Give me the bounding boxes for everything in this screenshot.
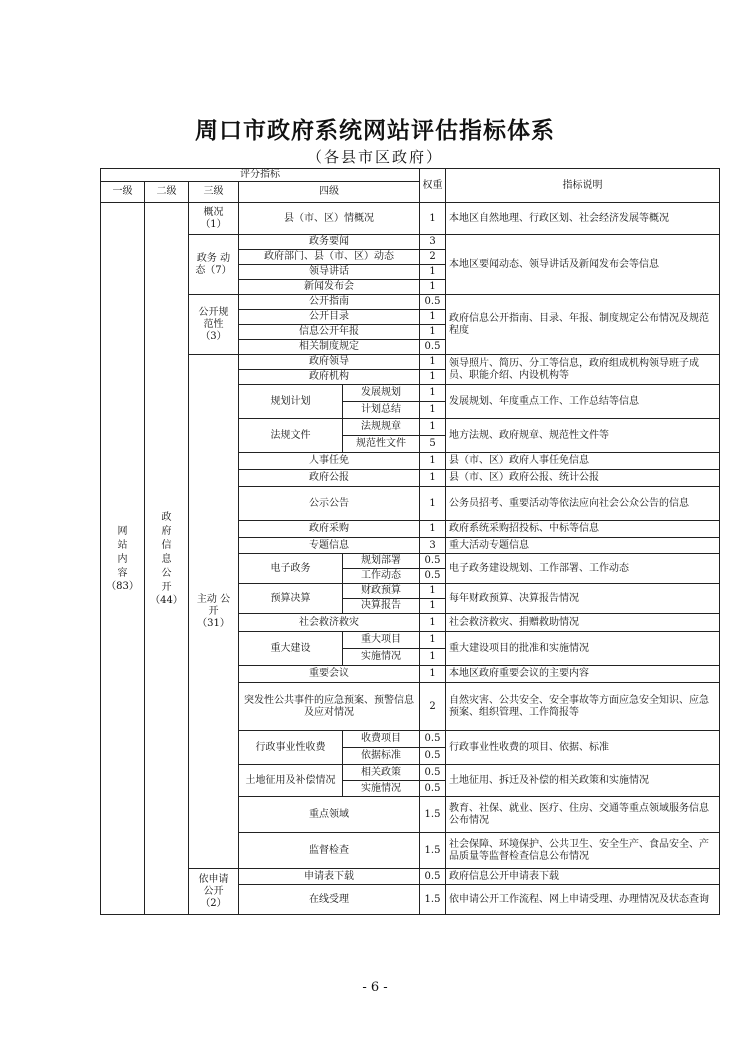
group-label-line: 依申请 <box>198 873 229 885</box>
indicator-name: 重点领域 <box>239 797 420 833</box>
group-level2-char: 府 <box>161 525 172 537</box>
indicator-description: 本地区政府重要会议的主要内容 <box>446 666 720 683</box>
group-level2-char: 息 <box>161 553 172 565</box>
indicator-name: 公开目录 <box>239 310 420 325</box>
page-number: - 6 - <box>362 980 388 995</box>
group-label-line: 主动 公 <box>196 593 231 605</box>
indicator-weight: 1 <box>420 521 446 538</box>
indicator-name: 财政预算 <box>343 584 420 599</box>
group-website-content <box>101 203 145 915</box>
indicator-name: 工作动态 <box>343 569 420 584</box>
group-proactive-disclosure <box>189 355 239 869</box>
table-row <box>101 203 720 235</box>
group-label-line: （1） <box>200 218 227 230</box>
header-row-1 <box>101 169 720 182</box>
indicator-name: 申请表下载 <box>239 869 420 885</box>
indicator-name: 相关制度规定 <box>239 340 420 355</box>
group-level2-char: 信 <box>161 539 172 551</box>
indicator-name: 人事任免 <box>239 453 420 470</box>
indicator-weight: 1 <box>420 649 446 666</box>
group-level1-char: 站 <box>117 539 128 551</box>
indicator-name: 新闻发布会 <box>239 280 420 295</box>
indicator-name: 决算报告 <box>343 599 420 614</box>
indicator-name: 公示公告 <box>239 487 420 521</box>
page-subtitle: （各县市区政府） <box>306 148 443 166</box>
group-overview <box>189 203 239 235</box>
indicator-weight: 0.5 <box>420 781 446 797</box>
indicator-description: 政府信息公开指南、目录、年报、制度规定公布情况及规范程度 <box>446 295 720 355</box>
indicator-name: 政府机构 <box>239 370 420 385</box>
indicator-description: 本地区要闻动态、领导讲话及新闻发布会等信息 <box>446 235 720 295</box>
indicator-name: 重大项目 <box>343 632 420 649</box>
indicator-weight: 1 <box>420 632 446 649</box>
indicator-category: 预算决算 <box>239 584 343 614</box>
header-level-3: 三级 <box>189 182 239 203</box>
table-row <box>101 869 720 885</box>
group-level1-char: 内 <box>117 553 128 565</box>
indicator-weight: 1 <box>420 310 446 325</box>
indicator-category: 行政事业性收费 <box>239 731 343 765</box>
indicator-description: 重大建设项目的批准和实施情况 <box>446 632 720 666</box>
header-description: 指标说明 <box>446 169 720 203</box>
indicator-description: 电子政务建设规划、工作部署、工作动态 <box>446 554 720 584</box>
indicator-description: 领导照片、简历、分工等信息，政府组成机构领导班子成员、职能介绍、内设机构等 <box>446 355 720 385</box>
indicator-name: 政府领导 <box>239 355 420 370</box>
indicator-weight: 1 <box>420 419 446 436</box>
indicator-name: 发展规划 <box>343 385 420 402</box>
indicator-weight: 1 <box>420 614 446 632</box>
indicator-description: 重大活动专题信息 <box>446 538 720 554</box>
indicator-description: 每年财政预算、决算报告情况 <box>446 584 720 614</box>
group-label-line: （31） <box>197 617 230 629</box>
indicator-description: 土地征用、拆迁及补偿的相关政策和实施情况 <box>446 765 720 797</box>
group-level1-weight: （83） <box>106 580 139 592</box>
indicator-description: 依申请公开工作流程、网上申请受理、办理情况及状态查询 <box>446 885 720 915</box>
header-weight: 权重 <box>420 169 446 203</box>
group-level2-weight: （44） <box>150 594 183 606</box>
indicator-weight: 1 <box>420 355 446 370</box>
table-row <box>101 235 720 250</box>
indicator-description: 县（市、区）政府人事任免信息 <box>446 453 720 470</box>
indicator-name: 重要会议 <box>239 666 420 683</box>
group-label-line: （2） <box>200 897 227 909</box>
group-label-line: 态（7） <box>195 264 232 276</box>
table-row <box>101 295 720 310</box>
page-title: 周口市政府系统网站评估指标体系 <box>195 118 555 144</box>
indicator-weight: 1 <box>420 666 446 683</box>
indicator-description: 政府系统采购招投标、中标等信息 <box>446 521 720 538</box>
group-level1-char: 网 <box>117 525 128 537</box>
header-level-1: 一级 <box>101 182 145 203</box>
group-level1-char: 容 <box>117 567 128 579</box>
indicator-description: 教育、社保、就业、医疗、住房、交通等重点领域服务信息公布情况 <box>446 797 720 833</box>
group-level2-char: 公 <box>161 567 172 579</box>
group-label-line: （3） <box>200 330 227 342</box>
index-table <box>100 168 720 915</box>
indicator-weight: 1.5 <box>420 833 446 869</box>
indicator-weight: 1 <box>420 487 446 521</box>
header-scoring-indicators: 评分指标 <box>101 169 420 182</box>
indicator-description: 社会保障、环境保护、公共卫生、安全生产、食品安全、产品质量等监督检查信息公布情况 <box>446 833 720 869</box>
header-level-2: 二级 <box>145 182 189 203</box>
group-disclosure-standards <box>189 295 239 355</box>
indicator-name: 规划部署 <box>343 554 420 569</box>
indicator-weight: 3 <box>420 538 446 554</box>
indicator-weight: 0.5 <box>420 748 446 765</box>
indicator-weight: 0.5 <box>420 765 446 781</box>
indicator-name: 收费项目 <box>343 731 420 748</box>
group-label-line: 公开 <box>203 885 224 897</box>
indicator-description: 自然灾害、公共安全、安全事故等方面应急安全知识、应急预案、组织管理、工作简报等 <box>446 683 720 731</box>
indicator-weight: 0.5 <box>420 340 446 355</box>
indicator-weight: 1.5 <box>420 797 446 833</box>
indicator-weight: 2 <box>420 683 446 731</box>
indicator-name: 在线受理 <box>239 885 420 915</box>
indicator-weight: 0.5 <box>420 554 446 569</box>
indicator-name: 实施情况 <box>343 649 420 666</box>
indicator-category: 土地征用及补偿情况 <box>239 765 343 797</box>
indicator-weight: 1 <box>420 280 446 295</box>
indicator-name: 政府公报 <box>239 470 420 487</box>
group-government-news <box>189 235 239 295</box>
header-level-4: 四级 <box>239 182 420 203</box>
indicator-description: 公务员招考、重要活动等依法应向社会公众公告的信息 <box>446 487 720 521</box>
indicator-weight: 2 <box>420 250 446 265</box>
indicator-name: 社会救济救灾 <box>239 614 420 632</box>
indicator-name: 政府采购 <box>239 521 420 538</box>
indicator-description: 县（市、区）政府公报、统计公报 <box>446 470 720 487</box>
indicator-name: 相关政策 <box>343 765 420 781</box>
indicator-name: 依据标准 <box>343 748 420 765</box>
indicator-weight: 1 <box>420 584 446 599</box>
group-level2-char: 开 <box>161 581 172 593</box>
indicator-name: 突发性公共事件的应急预案、预警信息及应对情况 <box>239 683 420 731</box>
group-label-line: 政务 动 <box>196 252 231 264</box>
indicator-weight: 1 <box>420 265 446 280</box>
group-government-info-disclosure <box>145 203 189 915</box>
indicator-name: 专题信息 <box>239 538 420 554</box>
indicator-description: 行政事业性收费的项目、依据、标准 <box>446 731 720 765</box>
indicator-name: 实施情况 <box>343 781 420 797</box>
indicator-category: 法规文件 <box>239 419 343 453</box>
indicator-name: 计划总结 <box>343 402 420 419</box>
indicator-weight: 1 <box>420 325 446 340</box>
indicator-weight: 1 <box>420 599 446 614</box>
indicator-weight: 1 <box>420 203 446 235</box>
indicator-weight: 1 <box>420 370 446 385</box>
indicator-weight: 1 <box>420 470 446 487</box>
indicator-weight: 0.5 <box>420 869 446 885</box>
indicator-name: 县（市、区）情概况 <box>239 203 420 235</box>
indicator-weight: 0.5 <box>420 295 446 310</box>
indicator-weight: 0.5 <box>420 731 446 748</box>
group-label-line: 开 <box>208 605 219 617</box>
indicator-weight: 1 <box>420 453 446 470</box>
indicator-name: 规范性文件 <box>343 436 420 453</box>
group-on-request-disclosure <box>189 869 239 915</box>
group-label-line: 范性 <box>203 318 224 330</box>
indicator-weight: 1 <box>420 402 446 419</box>
table-row <box>101 355 720 370</box>
indicator-name: 法规规章 <box>343 419 420 436</box>
indicator-description: 本地区自然地理、行政区划、社会经济发展等概况 <box>446 203 720 235</box>
indicator-description: 发展规划、年度重点工作、工作总结等信息 <box>446 385 720 419</box>
indicator-name: 信息公开年报 <box>239 325 420 340</box>
indicator-category: 重大建设 <box>239 632 343 666</box>
group-label-line: 概况 <box>203 206 224 218</box>
indicator-category: 规划计划 <box>239 385 343 419</box>
indicator-name: 公开指南 <box>239 295 420 310</box>
indicator-description: 政府信息公开申请表下载 <box>446 869 720 885</box>
indicator-category: 电子政务 <box>239 554 343 584</box>
indicator-name: 政府部门、县（市、区）动态 <box>239 250 420 265</box>
group-level2-char: 政 <box>161 511 172 523</box>
indicator-description: 地方法规、政府规章、规范性文件等 <box>446 419 720 453</box>
indicator-name: 监督检查 <box>239 833 420 869</box>
indicator-name: 领导讲话 <box>239 265 420 280</box>
indicator-name: 政务要闻 <box>239 235 420 250</box>
indicator-weight: 3 <box>420 235 446 250</box>
indicator-weight: 1 <box>420 385 446 402</box>
indicator-weight: 1.5 <box>420 885 446 915</box>
group-label-line: 公开规 <box>198 306 229 318</box>
indicator-weight: 0.5 <box>420 569 446 584</box>
indicator-description: 社会救济救灾、捐赠救助情况 <box>446 614 720 632</box>
indicator-weight: 5 <box>420 436 446 453</box>
